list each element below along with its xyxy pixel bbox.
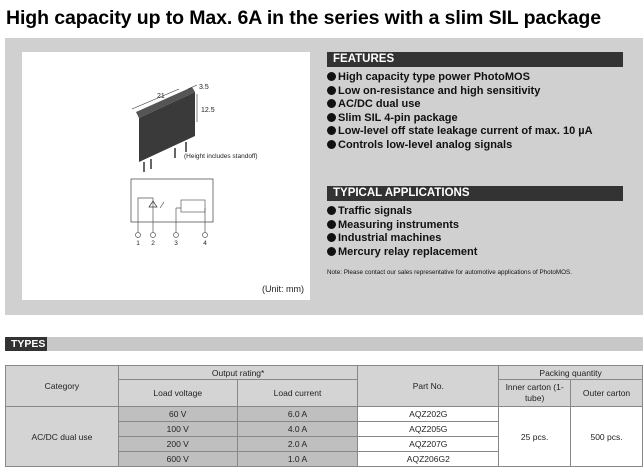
- pin-1-label: 1: [136, 240, 140, 247]
- table-row: [6, 407, 643, 422]
- list-item: Low-level off state leakage current of max. 10 µA: [327, 125, 593, 139]
- package-figure: [22, 52, 310, 300]
- dim-width: 3.5: [199, 84, 209, 91]
- bullet-icon: [327, 233, 336, 242]
- bullet-icon: [327, 126, 336, 135]
- bullet-icon: [327, 86, 336, 95]
- list-item: Measuring instruments: [327, 219, 477, 233]
- outer-qty-cell: 500 pcs.: [571, 407, 643, 467]
- applications-list: [327, 205, 477, 259]
- types-heading: TYPES: [5, 337, 47, 351]
- bullet-icon: [327, 206, 336, 215]
- inner-qty-cell: 25 pcs.: [499, 407, 571, 467]
- automotive-note: Note: Please contact our sales representative for automotive applications of PhotoMOS.: [327, 269, 573, 276]
- dim-length: 21: [157, 93, 165, 100]
- part-cell: AQZ207G: [358, 437, 499, 452]
- bullet-icon: [327, 72, 336, 81]
- voltage-cell: 60 V: [118, 407, 237, 422]
- header-packing: Packing quantity: [499, 366, 643, 380]
- part-cell: AQZ205G: [358, 422, 499, 437]
- bullet-icon: [327, 247, 336, 256]
- header-outer-carton: Outer carton: [571, 380, 643, 407]
- bullet-icon: [327, 220, 336, 229]
- bullet-icon: [327, 113, 336, 122]
- pin-3-label: 3: [174, 240, 178, 247]
- list-item: High capacity type power PhotoMOS: [327, 71, 593, 85]
- list-item: AC/DC dual use: [327, 98, 593, 112]
- header-load-voltage: Load voltage: [118, 380, 237, 407]
- current-cell: 4.0 A: [237, 422, 358, 437]
- bullet-icon: [327, 99, 336, 108]
- header-inner-carton: Inner carton (1-tube): [499, 380, 571, 407]
- voltage-cell: 600 V: [118, 452, 237, 467]
- pin-2-label: 2: [151, 240, 155, 247]
- header-load-current: Load current: [237, 380, 358, 407]
- category-cell: AC/DC dual use: [6, 407, 119, 467]
- features-list: [327, 71, 593, 152]
- standoff-note: (Height includes standoff): [184, 153, 258, 160]
- list-item: Slim SIL 4-pin package: [327, 112, 593, 126]
- header-part-no: Part No.: [358, 366, 499, 407]
- current-cell: 1.0 A: [237, 452, 358, 467]
- types-table: [5, 365, 643, 467]
- part-cell: AQZ202G: [358, 407, 499, 422]
- current-cell: 2.0 A: [237, 437, 358, 452]
- pin-4-label: 4: [203, 240, 207, 247]
- applications-heading: TYPICAL APPLICATIONS: [327, 186, 623, 201]
- page-title: High capacity up to Max. 6A in the series with a slim SIL package: [6, 7, 601, 29]
- list-item: Traffic signals: [327, 205, 477, 219]
- current-cell: 6.0 A: [237, 407, 358, 422]
- list-item: Industrial machines: [327, 232, 477, 246]
- voltage-cell: 200 V: [118, 437, 237, 452]
- features-heading: FEATURES: [327, 52, 623, 67]
- voltage-cell: 100 V: [118, 422, 237, 437]
- bullet-icon: [327, 140, 336, 149]
- part-cell: AQZ206G2: [358, 452, 499, 467]
- overview-panel: [5, 38, 643, 315]
- header-category: Category: [6, 366, 119, 407]
- package-illustration: [22, 52, 310, 300]
- dim-height: 12.5: [201, 107, 215, 114]
- header-output-rating: Output rating*: [118, 366, 358, 380]
- unit-label: (Unit: mm): [262, 284, 304, 294]
- list-item: Controls low-level analog signals: [327, 139, 593, 153]
- list-item: Mercury relay replacement: [327, 246, 477, 260]
- list-item: Low on-resistance and high sensitivity: [327, 85, 593, 99]
- types-section-bar: [5, 337, 643, 351]
